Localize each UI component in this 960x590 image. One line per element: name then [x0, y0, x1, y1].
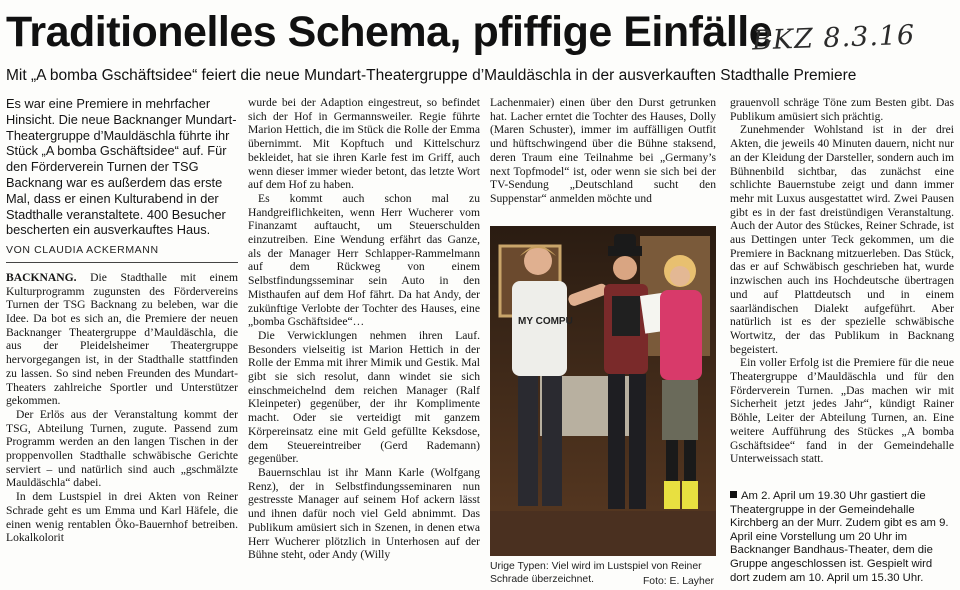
stage-photo-illustration: [490, 226, 716, 556]
body-paragraph: Lachenmaier) einen über den Durst getrunken hat. Lacher erntet die Tochter des Hauses, Dolly (Maren Schuster), immer im auffälligen Outfit und hüftschwingend über die Bühne staksend, deren Traum eine Teilnahme bei „Germany’s next Topfmodel“ ist, oder wenn sie sich bei der TV-Sendung „Deutschland sucht den Suppenstar“ anmelden möchte und: [490, 96, 716, 205]
body-paragraph: Bauernschlau ist ihr Mann Karle (Wolfgang Renz), der in Selbstfindungsseminaren nun gestresste Manager auf seinem Hof ackern lässt und ihnen dafür noch viel Geld abnimmt. Das Publikum amüsiert sich in Szenen, in denen etwa Herr Wucherer plötzlich in Unterhosen auf der Bühne steht, oder Andy (Willy: [248, 465, 480, 562]
vest: [612, 296, 640, 336]
actor-head: [613, 256, 637, 280]
photo-caption: Urige Typen: Viel wird im Lustspiel von Reiner Schrade überzeichnet.: [490, 561, 702, 585]
black-hat-crown: [614, 234, 636, 250]
body-paragraph: grauenvoll schräge Töne zum Besten gibt. Das Publikum amüsiert sich prächtig.: [730, 96, 954, 123]
headline: Traditionelles Schema, pfiffige Einfälle: [6, 8, 773, 56]
body-paragraph: Zunehmender Wohlstand ist in der drei Akten, die jeweils 40 Minuten dauern, nicht nur an der Kleidung der Darsteller, sondern auch im Bühnenbild sichtbar, das zunächst eine schlichte Bauernstube zeigt und dann immer mehr mit Luxus ausgestattet wird. Zwei Pausen gibt es in der fast dreistündigen Veranstaltung. Auch der Autor des Stückes, Reiner Schrade, ist aus Dettingen unter Teck gekommen, um die Premiere in Backnang mitzuerleben. Das Stück, das er auf Schwäbisch geschrieben hat, wurde inzwischen auch ins Hochdeutsche übertragen und auf Plattdeutsch und in einem saarländischen Dialekt aufgeführt. Aber natürlich ist es der spezielle schwäbische Wortwitz, der das Publikum in Backnang begeistert.: [730, 123, 954, 356]
pink-scarf: [660, 290, 702, 380]
skirt: [662, 380, 698, 440]
body-paragraph: wurde bei der Adaption eingestreut, so befindet sich der Hof in Germannsweiler. Regie führte Marion Hettich, die im Stück die Rolle der Emma übernimmt. Mit Kopftuch und Kittelschurz bekleidet, hat sie ihren Karle fest im Griff, auch wenn dieser immer wieder betont, das letzte Wort auf dem Hof zu haben.: [248, 96, 480, 192]
actor-face: [670, 266, 690, 286]
photo-credit: Foto: E. Layher: [642, 576, 714, 587]
event-info-box: [730, 490, 954, 586]
body-paragraph: Die Verwicklungen nehmen ihren Lauf. Besonders vielseitig ist Marion Hettich in der Rolle der Emma mit ihrer Mimik und Gestik. Mal gibt sie sich resolut, dann windet sie sich einschmeichelnd dem reichen Manager (Ralf Kleinpeter) gegenüber, der ihr Komplimente macht. Oder sie verteidigt mit ganzem Körpereinsatz eine mit Geld gefüllte Keksdose, dem Steuereintreiber (Gerd Rademann) gegenüber.: [248, 328, 480, 466]
byline: VON CLAUDIA ACKERMANN: [6, 244, 238, 263]
body-paragraph: In dem Lustspiel in drei Akten von Reiner Schrade geht es um Emma und Karl Häfele, die einen wenig rentablen Öko-Bauernhof betreiben. Lokalkolorit: [6, 490, 238, 545]
dateline: BACKNANG.: [6, 270, 77, 284]
photo-caption-block: [490, 560, 716, 588]
body-paragraph: Ein voller Erfolg ist die Premiere für die neue Theatergruppe d’Mauldäschla und für den Förderverein Turnen. „Das machen wir mit Sicherheit jetzt jedes Jahr“, kündigt Rainer Böhle, Leiter der Abteilung Turnen, an. Eine weitere Aufführung des Stückes „A bomba Gschäftsidee“ fand in der Gemeindehalle Unterweissach statt.: [730, 356, 954, 466]
stage-photo: [490, 226, 716, 556]
body-paragraph: Es kommt auch schon mal zu Handgreiflichkeiten, wenn Herr Wucherer vom Finanzamt auftaucht, um Steuerschulden einzutreiben. Eine Wendung erfährt das Ganze, als der Manager Herr Schlapper-Rammelmann auf dem Rückweg von einem Selbstfindungsseminar sein Auto in den Misthaufen auf dem Hof fährt. Da hat Andy, der zukünftige Verlobte der Tochter des Hauses, eine „bomba Gschäftsidee“…: [248, 191, 480, 329]
white-shirt: [512, 281, 567, 376]
stage-floor: [490, 511, 716, 556]
body-paragraph: Der Erlös aus der Veranstaltung kommt der TSG, Abteilung Turnen, zugute. Passend zum Programm werden an den langen Tischen in der proppenvollen Stadthalle schwäbische Gerichte serviert – und natürlich sind auch „gschmälzte Mauldäschla“ dabei.: [6, 407, 238, 490]
body-paragraph: [6, 271, 238, 408]
subheadline: Mit „A bomba Gschäftsidee“ feiert die neue Mundart-Theatergruppe d’Mauldäschla in der ausverkauften Stadthalle Premiere: [6, 67, 857, 84]
lead-paragraph: Es war eine Premiere in mehrfacher Hinsicht. Die neue Backnanger Mundart-Theatergruppe d’Mauldäschla führte ihr Stück „A bomba Gschäftsidee“ auf. Für den Förderverein Turnen der TSG Backnang war es außerdem das erste Mal, dass er einen Kulturabend in der Stadthalle veranstaltete. 400 Besucher bescherten ein ausverkauftes Haus.: [6, 96, 237, 238]
column-2: [248, 96, 480, 584]
actor-leg: [629, 374, 646, 509]
yellow-legwarmer: [682, 481, 698, 509]
handwritten-source-note: BKZ 8.3.16: [751, 19, 916, 57]
shirt-print: MY COMPU: [518, 316, 573, 327]
event-info-text: Am 2. April um 19.30 Uhr gastiert die Theatergruppe in der Gemeindehalle Kirchberg an der Murr. Zudem gibt es am 9. April eine Vorstellung um 20 Uhr im Backnanger Bandhaus-Theater, dem die Gruppe angeschlossen ist. Gespielt wird dort zudem am 10. April um 15.30 Uhr.: [730, 490, 949, 584]
body-text: Die Stadthalle mit einem Kulturprogramm zugunsten des Fördervereins Turnen der TSG Backnang zu beleben, war die Idee. Da bot es sich an, die Premiere der neuen Backnanger Theatergruppe d’Mauldäschla, die aus der Pleidelsheimer Theatergruppe hervorgegangen ist, in der Stadthalle stattfinden zu lassen. So sind neben Freunden des Mundart-Theaters zahlreiche Sportler und Unterstützer gekommen.: [6, 270, 238, 408]
yellow-legwarmer: [664, 481, 680, 509]
actor-head: [524, 247, 552, 275]
actor-leg: [608, 374, 625, 509]
column-3: [490, 96, 716, 222]
actor-leg: [542, 376, 562, 506]
column-1: [6, 96, 238, 584]
actor-leg: [518, 376, 538, 506]
bullet-square-icon: [730, 491, 737, 498]
column-4: [730, 96, 954, 482]
